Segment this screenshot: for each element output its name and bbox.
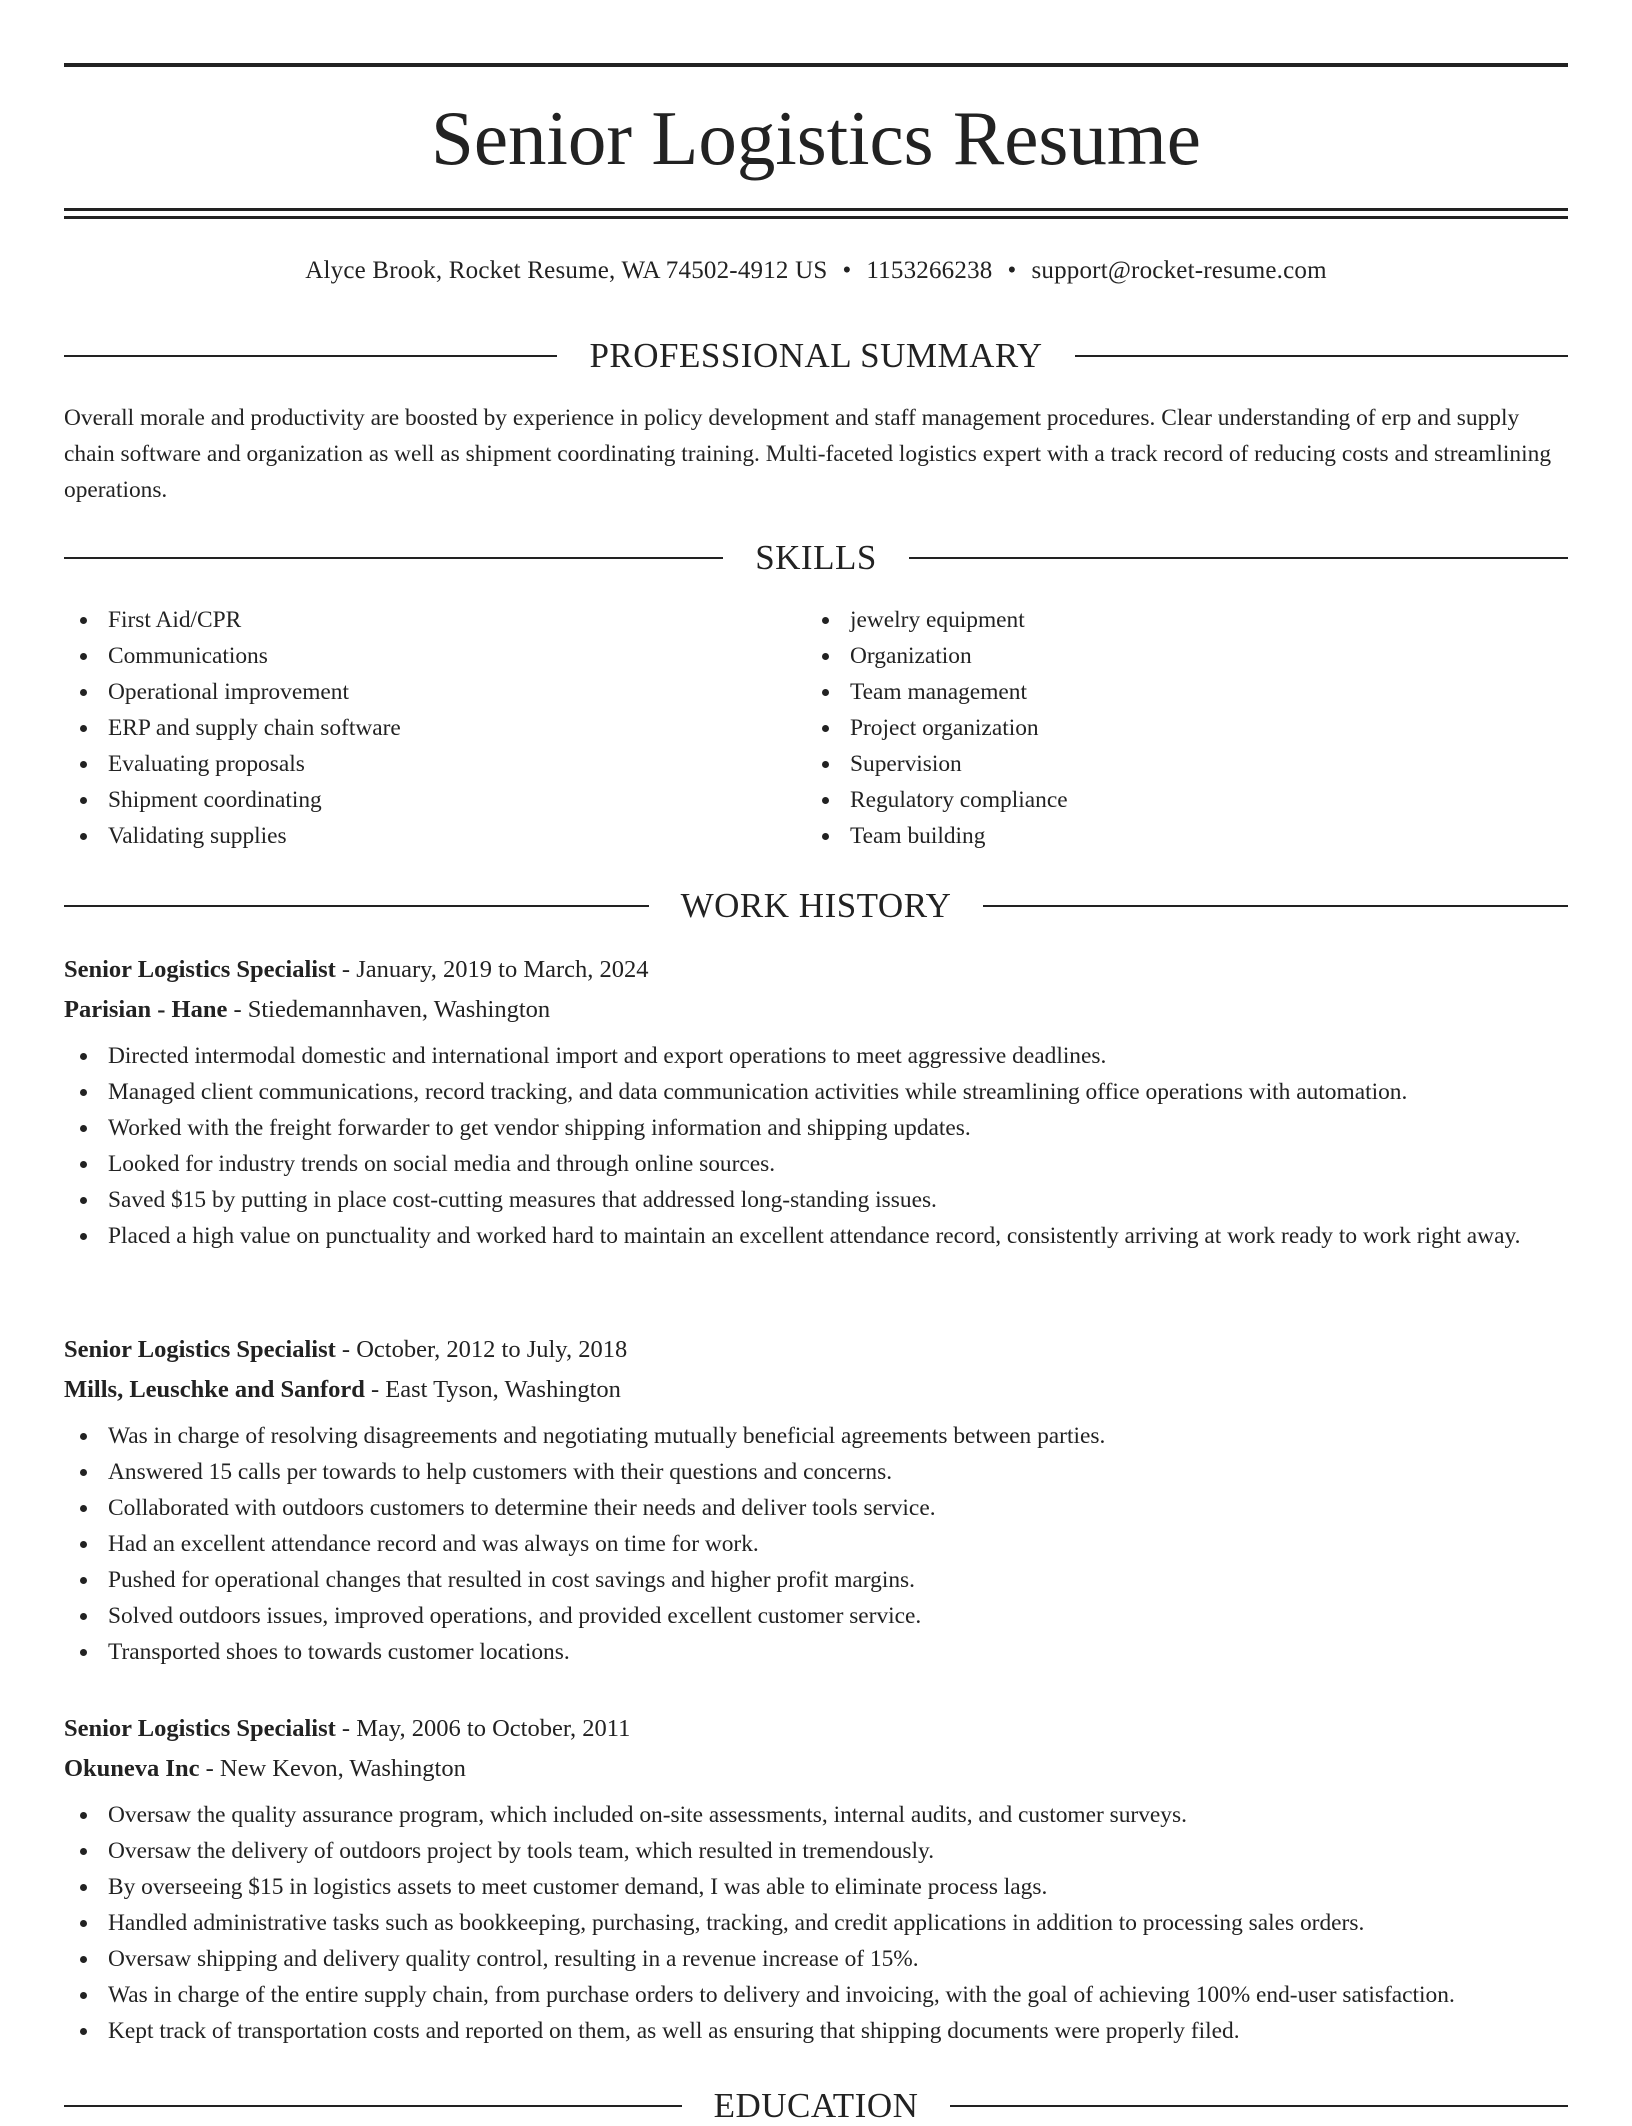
heading-rule	[1075, 355, 1568, 357]
contact-separator: •	[1007, 257, 1017, 284]
section-title: EDUCATION	[713, 2086, 919, 2125]
job-company-line	[64, 990, 1568, 1030]
duty-item: Placed a high value on punctuality and worked hard to maintain an excellent attendance record, consistently arriving at work ready to work right away.	[64, 1218, 1568, 1254]
job-title-line	[64, 950, 1568, 990]
duty-item: Worked with the freight forwarder to get vendor shipping information and shipping updates.	[64, 1110, 1568, 1146]
duty-item: Oversaw shipping and delivery quality control, resulting in a revenue increase of 15%.	[64, 1941, 1568, 1977]
job-title: Senior Logistics Specialist	[64, 1336, 336, 1363]
heading-rule	[64, 905, 649, 907]
section-title: PROFESSIONAL SUMMARY	[589, 336, 1043, 375]
skills-list-left	[64, 602, 804, 854]
job-company: Mills, Leuschke and Sanford	[64, 1376, 365, 1403]
skill-item: Organization	[806, 638, 1546, 674]
skill-item: Team management	[806, 674, 1546, 710]
skills-list-right	[806, 602, 1546, 854]
job-location: - East Tyson, Washington	[364, 1376, 621, 1403]
heading-rule	[950, 2105, 1568, 2107]
section-heading-work-history	[64, 886, 1568, 926]
skill-item: Communications	[64, 638, 804, 674]
job-dates: - January, 2019 to March, 2024	[335, 956, 649, 983]
duty-item: Looked for industry trends on social media and through online sources.	[64, 1146, 1568, 1182]
job-duties	[64, 1038, 1568, 1254]
skill-item: jewelry equipment	[806, 602, 1546, 638]
contact-phone: 1153266238	[866, 257, 993, 284]
duty-item: Pushed for operational changes that resulted in cost savings and higher profit margins.	[64, 1562, 1568, 1598]
title-rule-lower	[64, 216, 1568, 219]
duty-item: Solved outdoors issues, improved operations, and provided excellent customer service.	[64, 1598, 1568, 1634]
duty-item: Answered 15 calls per towards to help customers with their questions and concerns.	[64, 1454, 1568, 1490]
duty-item: Oversaw the delivery of outdoors project by tools team, which resulted in tremendously.	[64, 1833, 1568, 1869]
job-dates: - May, 2006 to October, 2011	[335, 1715, 631, 1742]
job-title: Senior Logistics Specialist	[64, 956, 336, 983]
job-company-line	[64, 1370, 1568, 1410]
job-title-line	[64, 1709, 1568, 1749]
top-rule	[64, 63, 1568, 67]
resume-title: Senior Logistics Resume	[431, 95, 1201, 181]
section-heading-summary	[64, 336, 1568, 376]
heading-rule	[64, 355, 557, 357]
heading-rule	[64, 2105, 682, 2107]
contact-line	[64, 254, 1568, 288]
section-heading-education	[64, 2086, 1568, 2126]
duty-item: Handled administrative tasks such as bookkeeping, purchasing, tracking, and credit applications in addition to processing sales orders.	[64, 1905, 1568, 1941]
duty-item: Had an excellent attendance record and was always on time for work.	[64, 1526, 1568, 1562]
skill-item: Project organization	[806, 710, 1546, 746]
job-title: Senior Logistics Specialist	[64, 1715, 336, 1742]
duty-item: Oversaw the quality assurance program, which included on-site assessments, internal audits, and customer surveys.	[64, 1797, 1568, 1833]
job-duties	[64, 1418, 1568, 1670]
skill-item: Operational improvement	[64, 674, 804, 710]
skill-item: Supervision	[806, 746, 1546, 782]
skill-item: Validating supplies	[64, 818, 804, 854]
section-title: WORK HISTORY	[680, 886, 952, 925]
duty-item: Directed intermodal domestic and international import and export operations to meet aggressive deadlines.	[64, 1038, 1568, 1074]
skill-item: Evaluating proposals	[64, 746, 804, 782]
contact-separator: •	[842, 257, 852, 284]
contact-email: support@rocket-resume.com	[1031, 257, 1327, 284]
skill-item: Regulatory compliance	[806, 782, 1546, 818]
heading-rule	[983, 905, 1568, 907]
section-heading-skills	[64, 538, 1568, 578]
summary-text: Overall morale and productivity are boosted by experience in policy development and staff management procedures. Clear understanding of erp and supply chain software and organization as well as shipment coordinating training. Multi-faceted logistics expert with a track record of reducing costs and streamlining operations.	[64, 405, 1552, 503]
skill-item: ERP and supply chain software	[64, 710, 804, 746]
job-duties	[64, 1797, 1568, 2049]
job-entry	[64, 1330, 1568, 1670]
job-company-line	[64, 1749, 1568, 1789]
job-entry	[64, 950, 1568, 1254]
duty-item: Managed client communications, record tracking, and data communication activities while streamlining office operations with automation.	[64, 1074, 1568, 1110]
job-title-line	[64, 1330, 1568, 1370]
duty-item: Collaborated with outdoors customers to determine their needs and deliver tools service.	[64, 1490, 1568, 1526]
job-location: - Stiedemannhaven, Washington	[227, 996, 551, 1023]
skill-item: Shipment coordinating	[64, 782, 804, 818]
duty-item: By overseeing $15 in logistics assets to meet customer demand, I was able to eliminate process lags.	[64, 1869, 1568, 1905]
duty-item: Was in charge of the entire supply chain, from purchase orders to delivery and invoicing, with the goal of achieving 100% end-user satisfaction.	[64, 1977, 1568, 2013]
job-entry	[64, 1709, 1568, 2049]
duty-item: Transported shoes to towards customer locations.	[64, 1634, 1568, 1670]
title-rule-upper	[64, 208, 1568, 211]
contact-address: Alyce Brook, Rocket Resume, WA 74502-4912 US	[305, 257, 828, 284]
duty-item: Kept track of transportation costs and reported on them, as well as ensuring that shipping documents were properly filed.	[64, 2013, 1568, 2049]
duty-item: Was in charge of resolving disagreements and negotiating mutually beneficial agreements between parties.	[64, 1418, 1568, 1454]
section-title: SKILLS	[755, 538, 877, 577]
duty-item: Saved $15 by putting in place cost-cutting measures that addressed long-standing issues.	[64, 1182, 1568, 1218]
job-dates: - October, 2012 to July, 2018	[335, 1336, 628, 1363]
job-company: Okuneva Inc	[64, 1755, 200, 1782]
heading-rule	[64, 557, 723, 559]
heading-rule	[909, 557, 1568, 559]
skill-item: First Aid/CPR	[64, 602, 804, 638]
job-company: Parisian - Hane	[64, 996, 228, 1023]
job-location: - New Kevon, Washington	[199, 1755, 466, 1782]
skill-item: Team building	[806, 818, 1546, 854]
